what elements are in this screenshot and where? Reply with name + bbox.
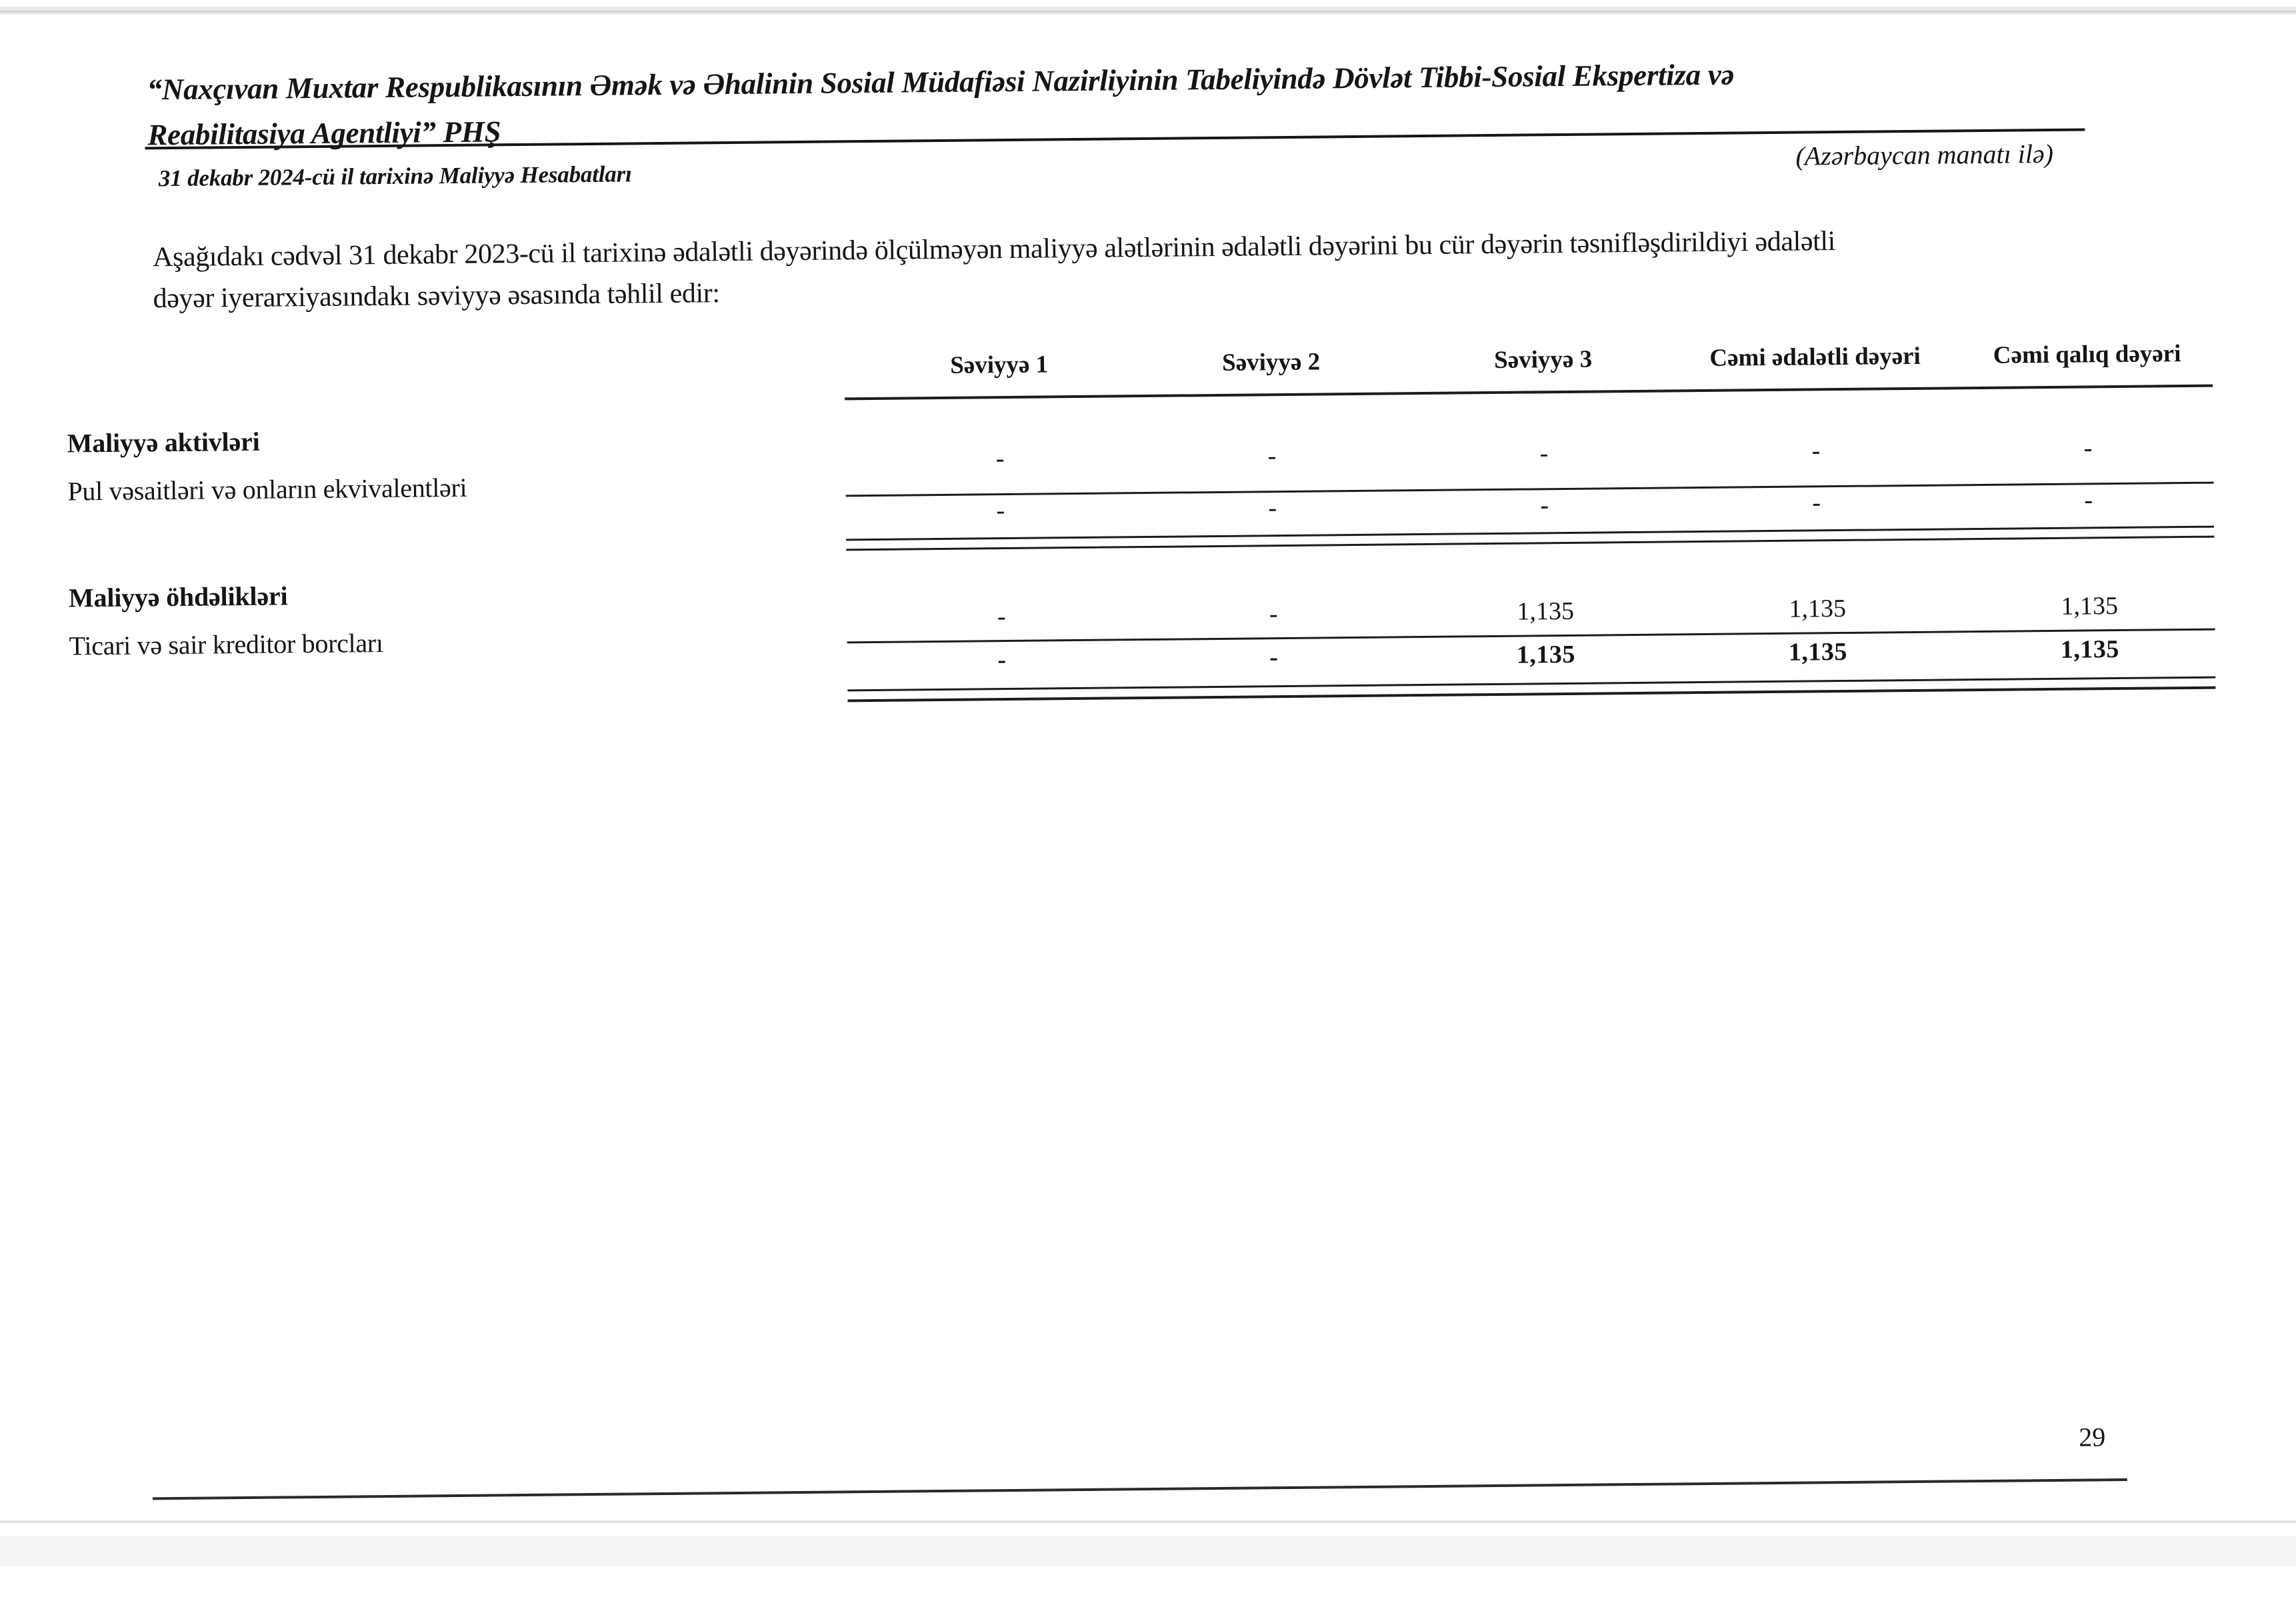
footer-rule — [153, 1478, 2127, 1500]
section-heading-liabilities: Maliyyə öhdəlikləri — [68, 581, 288, 613]
table-cell: - — [997, 646, 1007, 675]
scan-artifact-bottom-band — [0, 1536, 2296, 1566]
table-cell: - — [1268, 494, 1277, 523]
table-row — [864, 432, 2224, 475]
table-cell: - — [1540, 491, 1549, 520]
column-header-total-fair-value: Cəmi ədalətli dəyəri — [1709, 342, 1921, 372]
table-cell: - — [1812, 489, 1821, 517]
scan-artifact-bottom-line — [0, 1520, 2296, 1523]
column-header-level-1: Səviyyə 1 — [950, 351, 1049, 379]
table-cell: 1,135 — [2060, 635, 2120, 664]
intro-paragraph-line-1: Aşağıdakı cədvəl 31 dekabr 2023-cü il tarixinə ədalətli dəyərində ölçülməyən maliyyə alətlərinin ədalətli dəyərini bu cür dəyərin təsnifləşdirildiyi ədalətli — [152, 226, 1836, 273]
table-total-double-rule — [846, 526, 2214, 551]
table-cell: 1,135 — [1517, 597, 1575, 626]
report-title-line-1: “Naxçıvan Muxtar Respublikasının Əmək və Əhalinin Sosial Müdafiəsi Nazirliyinin Tabeliyində Dövlət Tibbi-Sosial Ekspertiza və — [147, 57, 1735, 107]
currency-note: (Azərbaycan manatı ilə) — [1795, 138, 2054, 171]
table-row — [865, 484, 2225, 527]
table-cell: - — [1269, 600, 1278, 629]
table-cell: - — [1269, 643, 1279, 672]
table-total-double-rule — [847, 677, 2215, 703]
row-label-cash-equivalents: Pul vəsaitləri və onların ekvivalentləri — [67, 472, 467, 507]
table-cell: 1,135 — [1516, 640, 1576, 669]
table-cell: - — [1811, 437, 1821, 465]
intro-paragraph-line-2: dəyər iyerarxiyasındakı səviyyə əsasında təhlil edir: — [153, 278, 720, 315]
page-number: 29 — [2078, 1422, 2106, 1452]
column-header-total-carrying-value: Cəmi qalıq dəyəri — [1993, 340, 2181, 369]
report-title-line-2: Reabilitasiya Agentliyi” PHŞ — [147, 115, 501, 152]
row-label-trade-payables: Ticari və sair kreditor borcları — [69, 628, 383, 661]
table-cell: 1,135 — [2061, 592, 2119, 621]
table-cell: - — [2084, 486, 2093, 515]
column-header-level-2: Səviyyə 2 — [1221, 348, 1321, 377]
column-header-level-3: Səviyyə 3 — [1493, 345, 1593, 374]
table-cell: 1,135 — [1788, 637, 1848, 667]
table-cell: - — [2083, 434, 2093, 463]
table-cell: - — [1539, 439, 1549, 468]
table-cell: - — [995, 445, 1005, 473]
table-cell: - — [1267, 442, 1277, 471]
report-subtitle: 31 dekabr 2024-cü il tarixinə Maliyyə Hesabatları — [158, 161, 632, 192]
section-heading-assets: Maliyyə aktivləri — [67, 426, 260, 459]
table-cell: - — [996, 497, 1005, 525]
table-cell: 1,135 — [1789, 594, 1847, 623]
table-row — [865, 590, 2225, 633]
table-cell: - — [997, 603, 1006, 631]
